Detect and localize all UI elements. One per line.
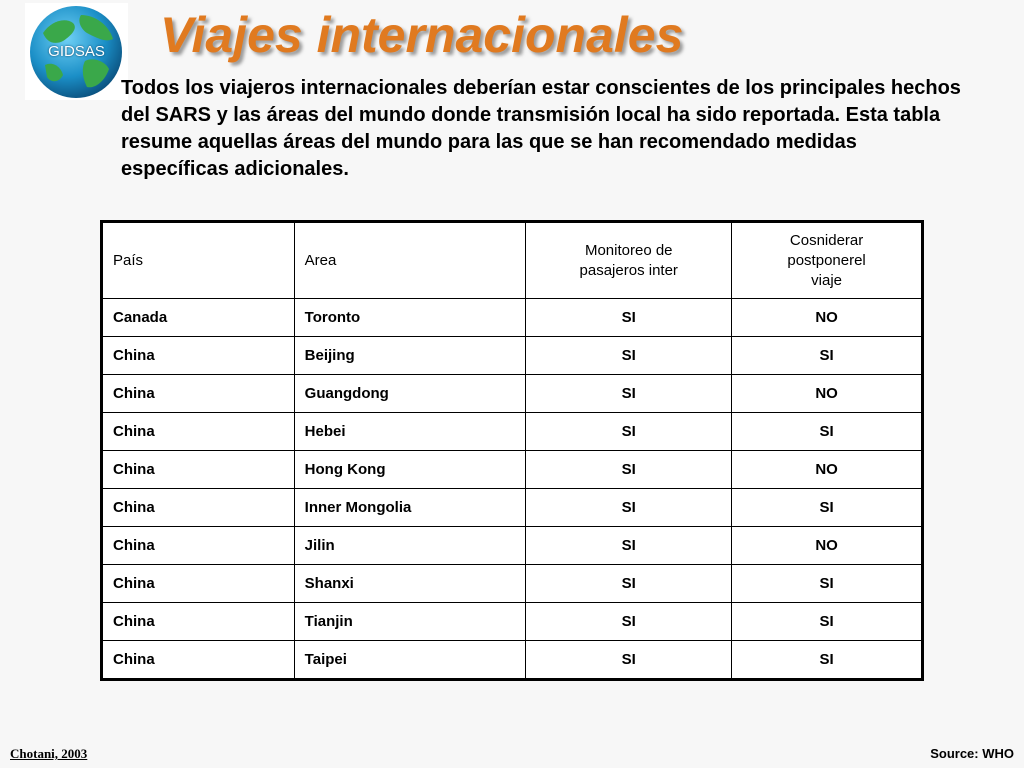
cell-country: Canada [102, 299, 295, 337]
logo-text: GIDSAS [48, 43, 105, 60]
cell-postpone: SI [732, 413, 923, 451]
cell-postpone: SI [732, 565, 923, 603]
header-postpone-label: Cosniderar postponerel viaje [787, 231, 866, 289]
header-area: Area [294, 222, 526, 299]
table-row [102, 337, 923, 375]
table-header-row [102, 222, 923, 299]
cell-monitoring: SI [526, 413, 732, 451]
table-row [102, 299, 923, 337]
intro-paragraph: Todos los viajeros internacionales deberían estar conscientes de los principales hechos del SARS y las áreas del mundo donde transmisión local ha sido reportada. Esta tabla resume aquellas áreas del mundo para las que se han recomendado medidas específicas adicionales. [121, 77, 961, 180]
source-credit: Source: WHO [930, 746, 1014, 761]
cell-area: Hebei [294, 413, 526, 451]
table-row [102, 489, 923, 527]
cell-area: Guangdong [294, 375, 526, 413]
table-row [102, 451, 923, 489]
table-row [102, 413, 923, 451]
cell-area: Tianjin [294, 603, 526, 641]
header-monitoring-label: Monitoreo de pasajeros inter [579, 241, 678, 279]
cell-country: China [102, 565, 295, 603]
header-country: País [102, 222, 295, 299]
cell-monitoring: SI [526, 565, 732, 603]
page-title: Viajes internacionales [160, 7, 684, 63]
cell-postpone: NO [732, 451, 923, 489]
cell-country: China [102, 603, 295, 641]
cell-area: Jilin [294, 527, 526, 565]
cell-monitoring: SI [526, 489, 732, 527]
cell-area: Taipei [294, 641, 526, 680]
cell-postpone: NO [732, 527, 923, 565]
cell-monitoring: SI [526, 337, 732, 375]
cell-area: Inner Mongolia [294, 489, 526, 527]
author-credit: Chotani, 2003 [10, 746, 88, 761]
header-postpone [732, 222, 923, 299]
cell-postpone: SI [732, 641, 923, 680]
table-row [102, 565, 923, 603]
cell-monitoring: SI [526, 375, 732, 413]
cell-area: Hong Kong [294, 451, 526, 489]
cell-country: China [102, 375, 295, 413]
cell-country: China [102, 527, 295, 565]
header-monitoring [526, 222, 732, 299]
cell-monitoring: SI [526, 603, 732, 641]
cell-postpone: NO [732, 375, 923, 413]
cell-monitoring: SI [526, 451, 732, 489]
cell-postpone: NO [732, 299, 923, 337]
cell-postpone: SI [732, 603, 923, 641]
sars-areas-table [100, 220, 924, 681]
table-row [102, 375, 923, 413]
cell-monitoring: SI [526, 299, 732, 337]
cell-area: Shanxi [294, 565, 526, 603]
gidsas-logo [25, 3, 128, 100]
cell-country: China [102, 489, 295, 527]
cell-area: Beijing [294, 337, 526, 375]
cell-country: China [102, 451, 295, 489]
cell-postpone: SI [732, 489, 923, 527]
cell-country: China [102, 337, 295, 375]
cell-country: China [102, 413, 295, 451]
table-body [102, 299, 923, 680]
cell-monitoring: SI [526, 527, 732, 565]
cell-postpone: SI [732, 337, 923, 375]
table-row [102, 527, 923, 565]
table-row [102, 603, 923, 641]
cell-area: Toronto [294, 299, 526, 337]
cell-monitoring: SI [526, 641, 732, 680]
cell-country: China [102, 641, 295, 680]
table-row [102, 641, 923, 680]
